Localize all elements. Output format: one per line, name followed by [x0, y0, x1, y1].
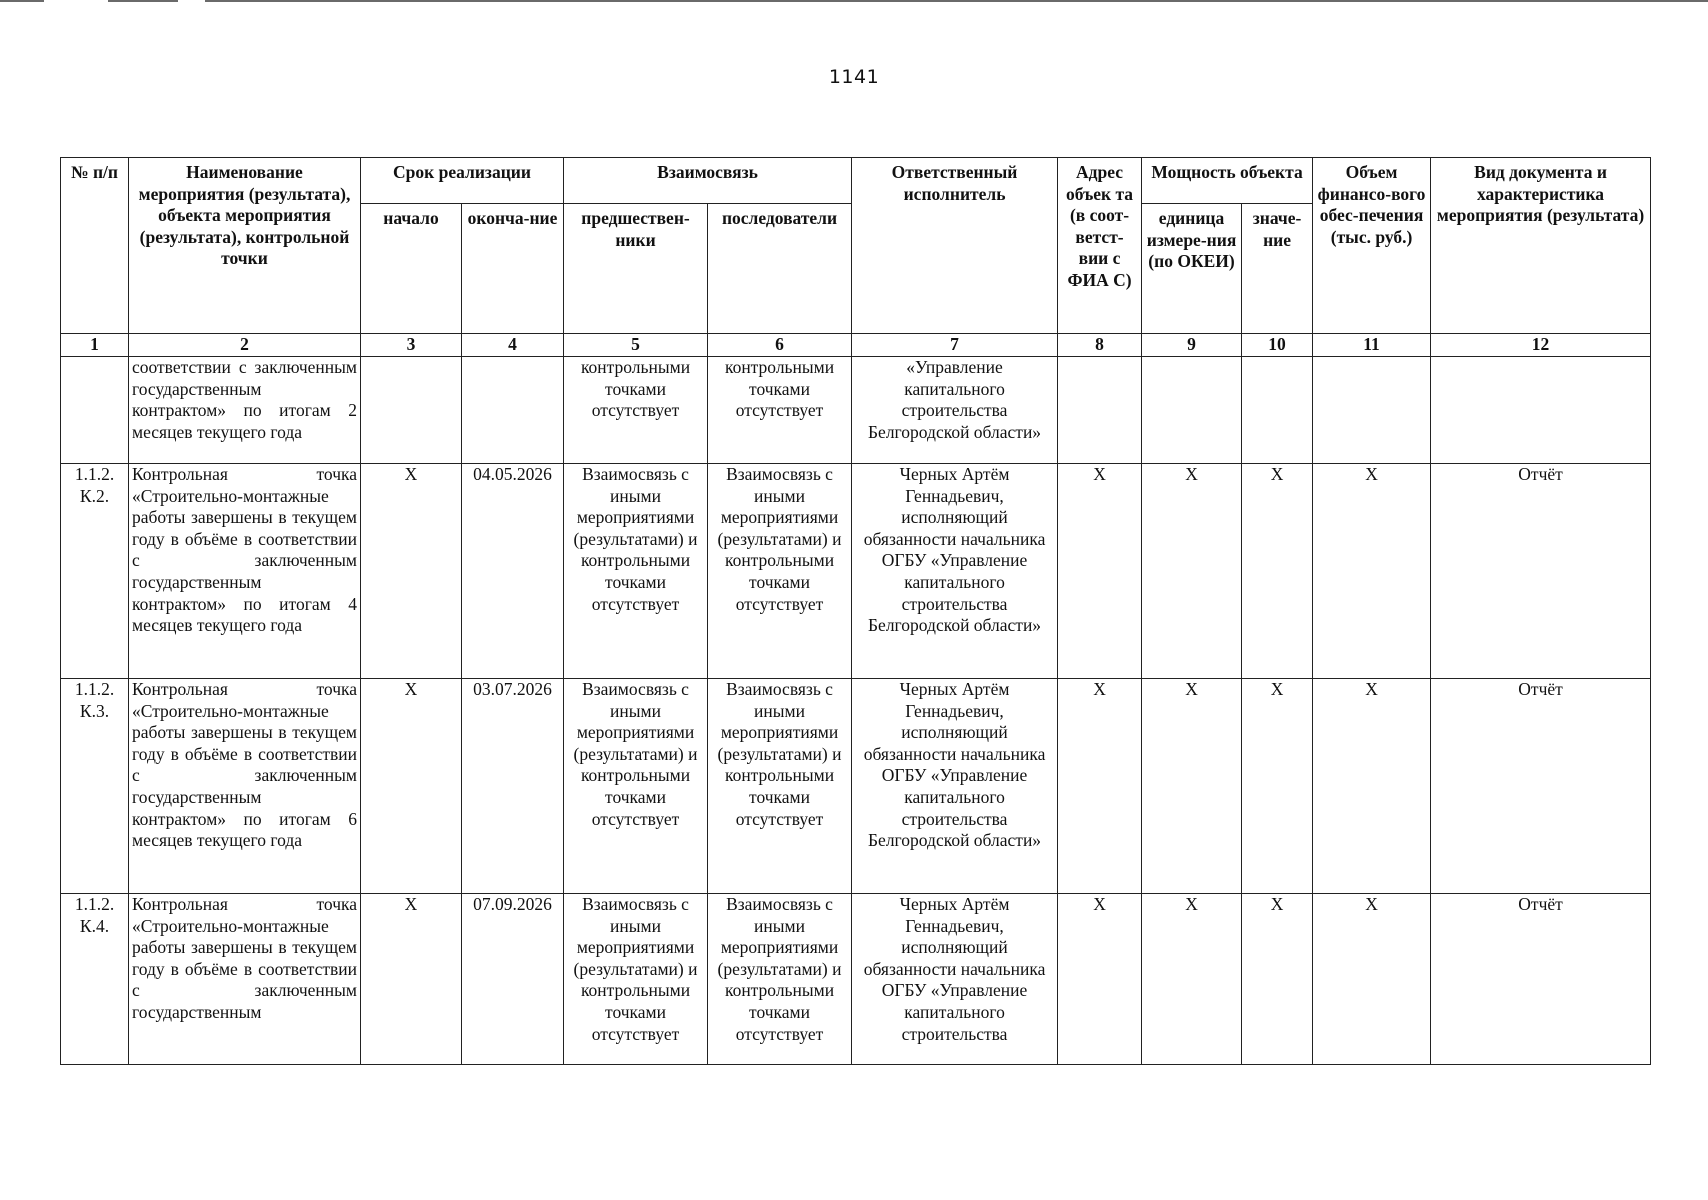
table-row [61, 357, 1651, 464]
column-number: 8 [1058, 334, 1142, 357]
cell-successors: Взаимосвязь с иными мероприятиями (результатами) и контрольными точками отсутствует [708, 464, 852, 679]
table-row [61, 464, 1651, 679]
cell-number: 1.1.2. К.3. [61, 679, 129, 894]
cell-start [361, 357, 462, 464]
column-number: 12 [1431, 334, 1651, 357]
column-number: 4 [462, 334, 564, 357]
cell-end: 03.07.2026 [462, 679, 564, 894]
column-number: 6 [708, 334, 852, 357]
column-number: 9 [1142, 334, 1242, 357]
cell-name: Контрольная точка «Строительно-монтажные работы завершены в текущем году в объёме в соответствии с заключенным государственным контрактом» по итогам 4 месяцев текущего года [129, 464, 361, 679]
cell-address [1058, 357, 1142, 464]
cell-unit: Х [1142, 464, 1242, 679]
cell-number: 1.1.2. К.2. [61, 464, 129, 679]
cell-value: Х [1242, 679, 1313, 894]
scan-edge-line [0, 0, 44, 2]
cell-document: Отчёт [1431, 679, 1651, 894]
column-number: 7 [852, 334, 1058, 357]
header-address: Адрес объек та (в соот-ветст-вии с ФИА С) [1058, 158, 1142, 334]
scan-edge-line [205, 0, 1708, 2]
header-finance: Объем финансо-вого обес-печения (тыс. руб.) [1313, 158, 1431, 334]
cell-document: Отчёт [1431, 894, 1651, 1065]
cell-successors: Взаимосвязь с иными мероприятиями (результатами) и контрольными точками отсутствует [708, 679, 852, 894]
cell-predecessors: Взаимосвязь с иными мероприятиями (результатами) и контрольными точками отсутствует [564, 679, 708, 894]
table-row [61, 894, 1651, 1065]
cell-number: 1.1.2. К.4. [61, 894, 129, 1065]
cell-finance: Х [1313, 679, 1431, 894]
cell-number [61, 357, 129, 464]
header-link: Взаимосвязь [564, 158, 852, 204]
cell-unit: Х [1142, 894, 1242, 1065]
header-term: Срок реализации [361, 158, 564, 204]
header-capacity-value: значе-ние [1242, 204, 1313, 334]
header-term-start: начало [361, 204, 462, 334]
cell-address: Х [1058, 894, 1142, 1065]
cell-finance: Х [1313, 894, 1431, 1065]
cell-unit [1142, 357, 1242, 464]
cell-responsible: Черных Артём Геннадьевич, исполняющий обязанности начальника ОГБУ «Управление капитального строительства [852, 894, 1058, 1065]
cell-name: Контрольная точка «Строительно-монтажные работы завершены в текущем году в объёме в соответствии с заключенным государственным контрактом» по итогам 6 месяцев текущего года [129, 679, 361, 894]
project-plan-table [60, 157, 1651, 1065]
cell-responsible: Черных Артём Геннадьевич, исполняющий обязанности начальника ОГБУ «Управление капитального строительства Белгородской области» [852, 464, 1058, 679]
column-number-row [61, 334, 1651, 357]
header-doc: Вид документа и характеристика мероприятия (результата) [1431, 158, 1651, 334]
cell-successors: Взаимосвязь с иными мероприятиями (результатами) и контрольными точками отсутствует [708, 894, 852, 1065]
cell-finance: Х [1313, 464, 1431, 679]
cell-start: Х [361, 894, 462, 1065]
cell-name: Контрольная точка «Строительно-монтажные работы завершены в текущем году в объёме в соответствии с заключенным государственным [129, 894, 361, 1065]
column-number: 11 [1313, 334, 1431, 357]
cell-start: Х [361, 679, 462, 894]
header-link-next: последователи [708, 204, 852, 334]
cell-document: Отчёт [1431, 464, 1651, 679]
cell-end: 07.09.2026 [462, 894, 564, 1065]
cell-value: Х [1242, 894, 1313, 1065]
column-number: 2 [129, 334, 361, 357]
scan-edge-line [108, 0, 178, 2]
header-capacity: Мощность объекта [1142, 158, 1313, 204]
cell-predecessors: Взаимосвязь с иными мероприятиями (результатами) и контрольными точками отсутствует [564, 464, 708, 679]
cell-start: Х [361, 464, 462, 679]
page-number: 1141 [828, 66, 880, 88]
column-number: 10 [1242, 334, 1313, 357]
cell-document [1431, 357, 1651, 464]
cell-finance [1313, 357, 1431, 464]
cell-predecessors: Взаимосвязь с иными мероприятиями (результатами) и контрольными точками отсутствует [564, 894, 708, 1065]
cell-predecessors: контрольными точками отсутствует [564, 357, 708, 464]
header-responsible: Ответственный исполнитель [852, 158, 1058, 334]
cell-unit: Х [1142, 679, 1242, 894]
header-capacity-unit: единица измере-ния (по ОКЕИ) [1142, 204, 1242, 334]
column-number: 1 [61, 334, 129, 357]
cell-successors: контрольными точками отсутствует [708, 357, 852, 464]
cell-responsible: Черных Артём Геннадьевич, исполняющий обязанности начальника ОГБУ «Управление капитального строительства Белгородской области» [852, 679, 1058, 894]
cell-responsible: «Управление капитального строительства Белгородской области» [852, 357, 1058, 464]
cell-value [1242, 357, 1313, 464]
header-term-end: оконча-ние [462, 204, 564, 334]
cell-end [462, 357, 564, 464]
header-no: № п/п [61, 158, 129, 334]
cell-end: 04.05.2026 [462, 464, 564, 679]
cell-address: Х [1058, 679, 1142, 894]
header-name: Наименование мероприятия (результата), объекта мероприятия (результата), контрольной точки [129, 158, 361, 334]
column-number: 3 [361, 334, 462, 357]
header-link-prev: предшествен-ники [564, 204, 708, 334]
cell-value: Х [1242, 464, 1313, 679]
cell-address: Х [1058, 464, 1142, 679]
table-row [61, 679, 1651, 894]
cell-name: соответствии с заключенным государственным контрактом» по итогам 2 месяцев текущего года [129, 357, 361, 464]
column-number: 5 [564, 334, 708, 357]
